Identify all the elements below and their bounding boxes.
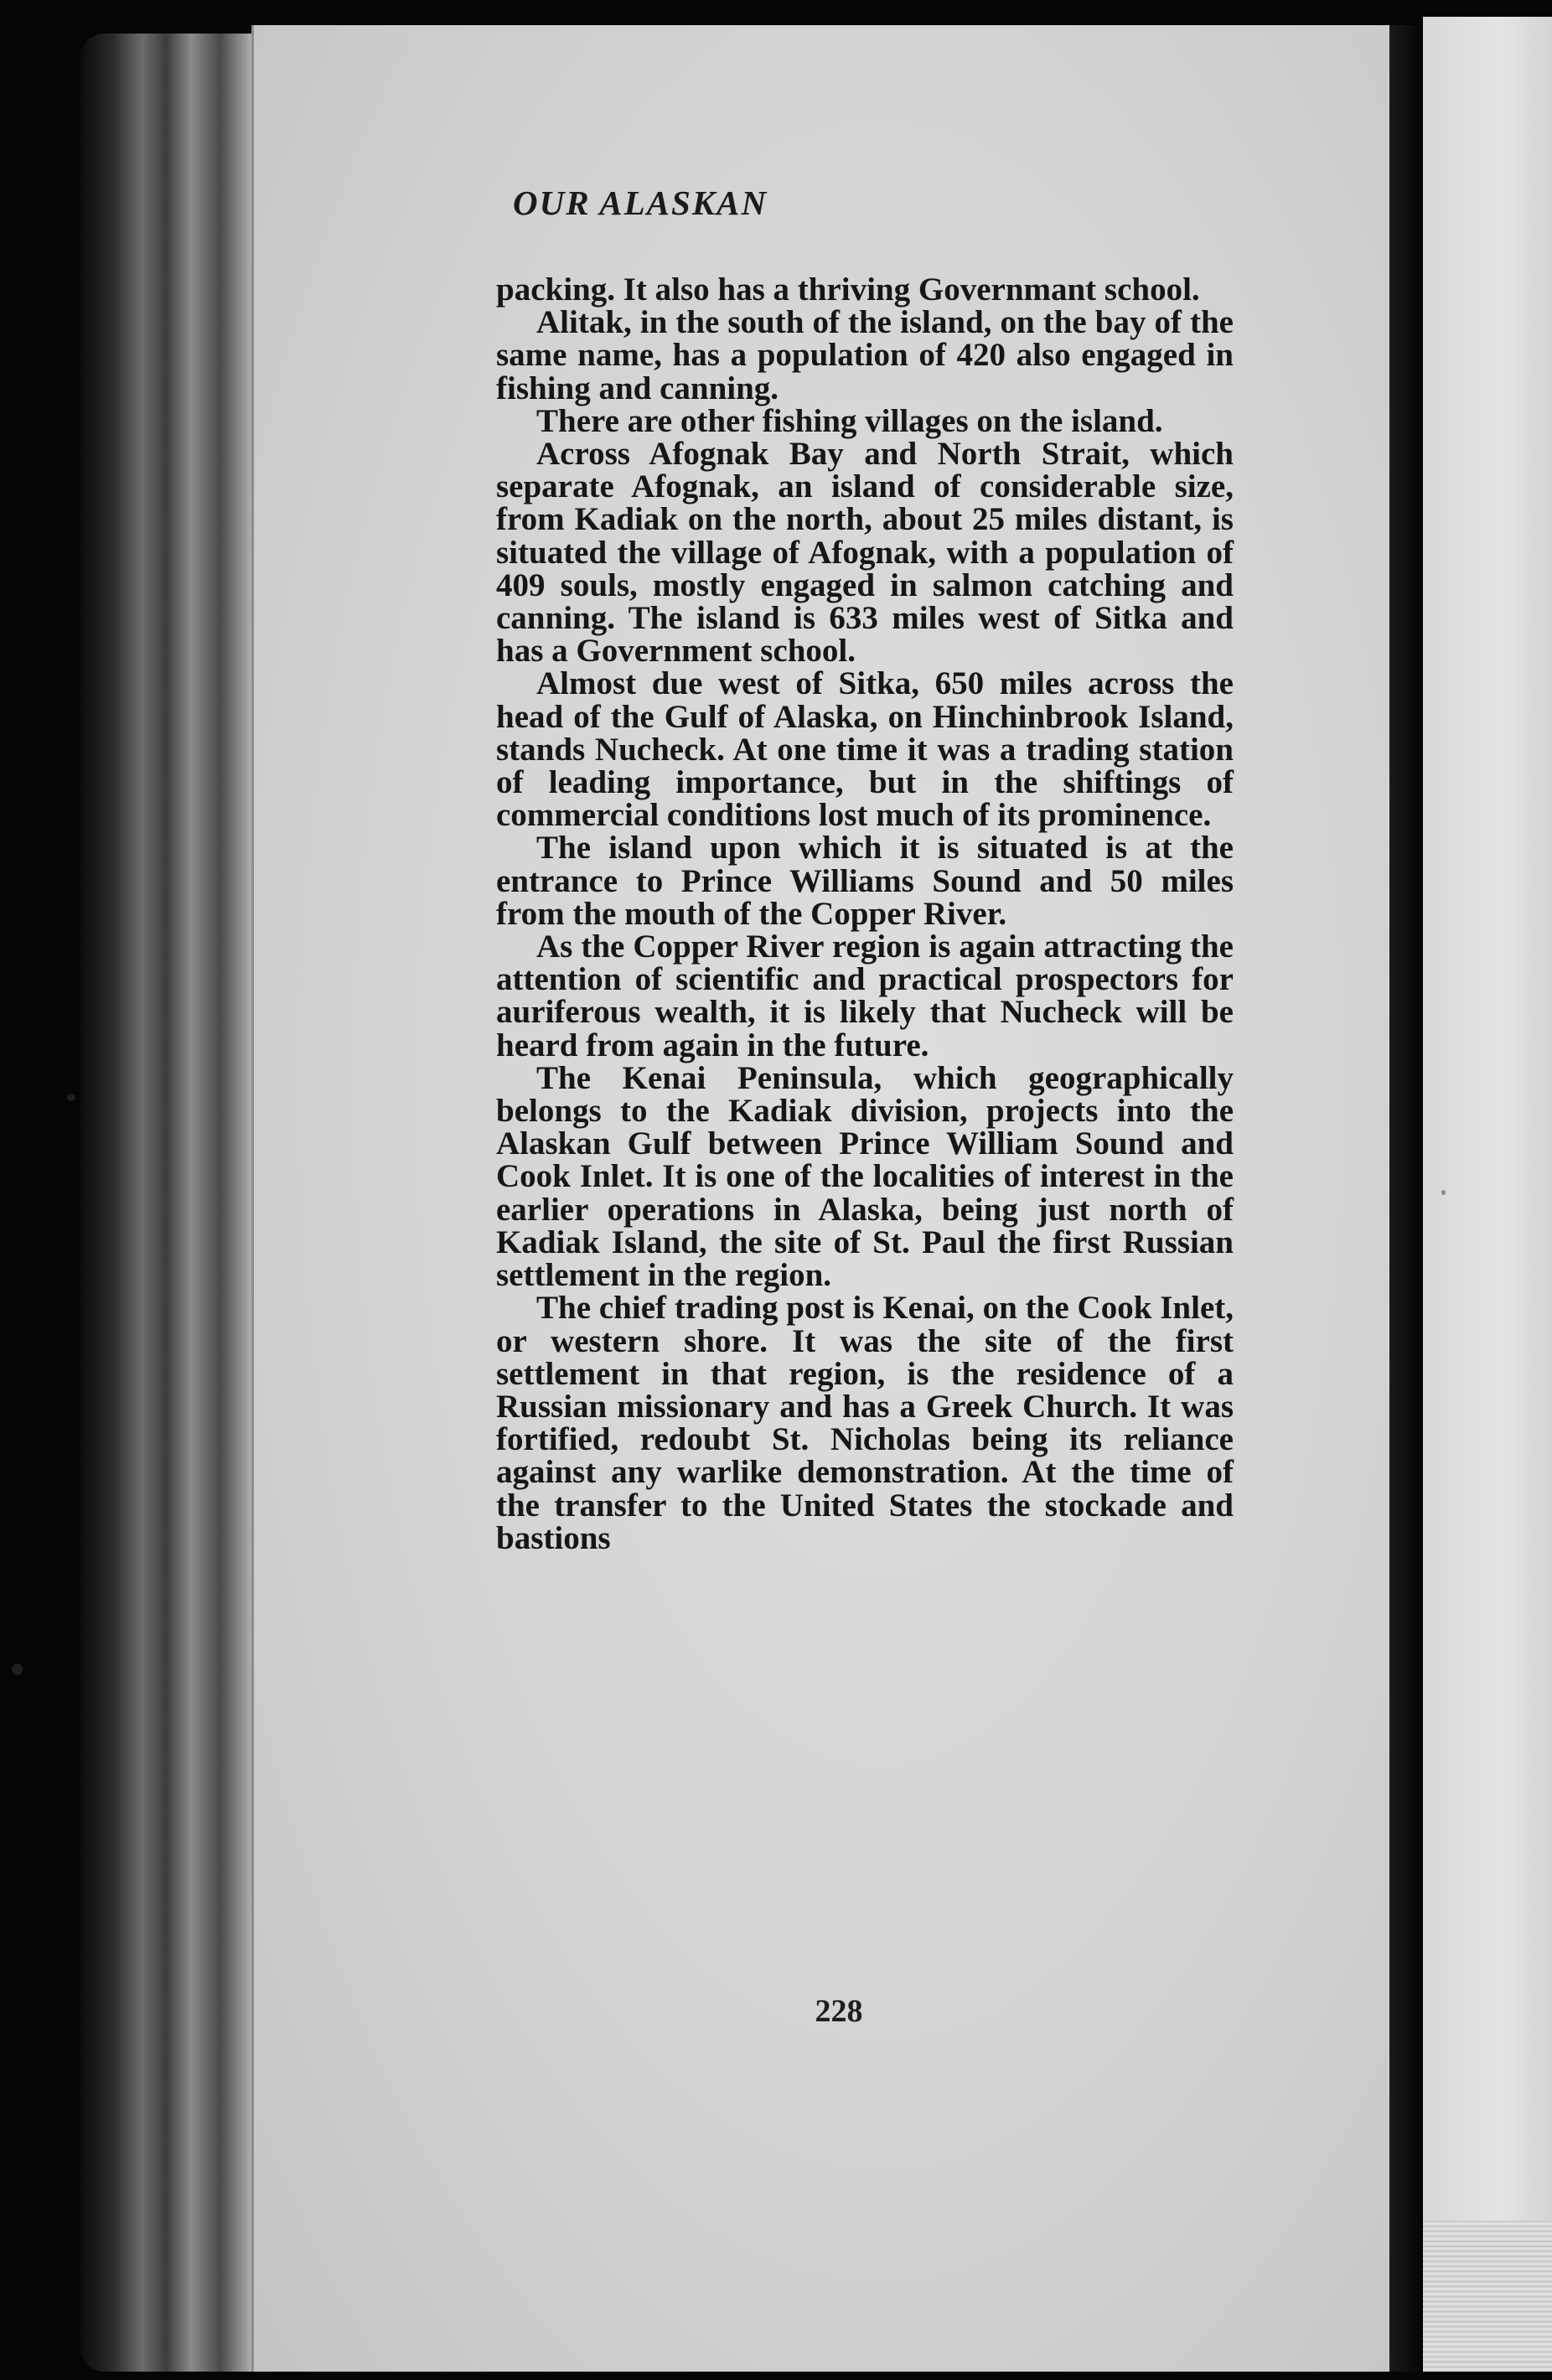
paragraph: As the Copper River region is again attracting the attention of scientific and practical prospectors for auriferous wealth, it is likely that Nucheck will be heard from again in the future. [496, 929, 1234, 1063]
paragraph: Almost due west of Sitka, 650 miles across the head of the Gulf of Alaska, on Hinchinbrook Island, stands Nucheck. At one time it was a trading station of leading importance, but in the shiftings of commercial conditions lost much of its prominence. [496, 665, 1234, 834]
ink-speck [67, 1094, 75, 1101]
page-edges [1423, 2221, 1552, 2372]
body-text [496, 273, 1234, 1555]
ink-speck [12, 1663, 23, 1675]
paragraph: packing. It also has a thriving Governmant school. [496, 272, 1200, 308]
running-head: OUR ALASKAN [513, 184, 768, 222]
ink-speck [1441, 1190, 1446, 1195]
paragraph: The chief trading post is Kenai, on the Cook Inlet, or western shore. It was the site of the first settlement in that region, is the residence of a Russian missionary and has a Greek Church. It was fortified, redoubt St. Nicholas being its reliance against any warlike demonstration. At the time of the transfer to the United States the stockade and bastions [496, 1290, 1234, 1556]
paragraph: Alitak, in the south of the island, on the bay of the same name, has a population of 420 also engaged in fishing and canning. [496, 304, 1234, 406]
paragraph: The island upon which it is situated is at the entrance to Prince Williams Sound and 50 miles from the mouth of the Copper River. [496, 830, 1234, 932]
paragraph: The Kenai Peninsula, which geographically belongs to the Kadiak division, projects into the Alaskan Gulf between Prince William Sound and Cook Inlet. It is one of the localities of interest in the earlier operations in Alaska, being just north of Kadiak Island, the site of St. Paul the first Russian settlement in the region. [496, 1059, 1234, 1294]
paragraph: Across Afognak Bay and North Strait, which separate Afognak, an island of considerable size, from Kadiak on the north, about 25 miles distant, is situated the village of Afognak, with a population of 409 souls, mostly engaged in salmon catching and canning. The island is 633 miles west of Sitka and has a Government school. [496, 436, 1234, 670]
paragraph: There are other fishing villages on the island. [536, 402, 1163, 439]
page-number: 228 [815, 1994, 863, 2029]
